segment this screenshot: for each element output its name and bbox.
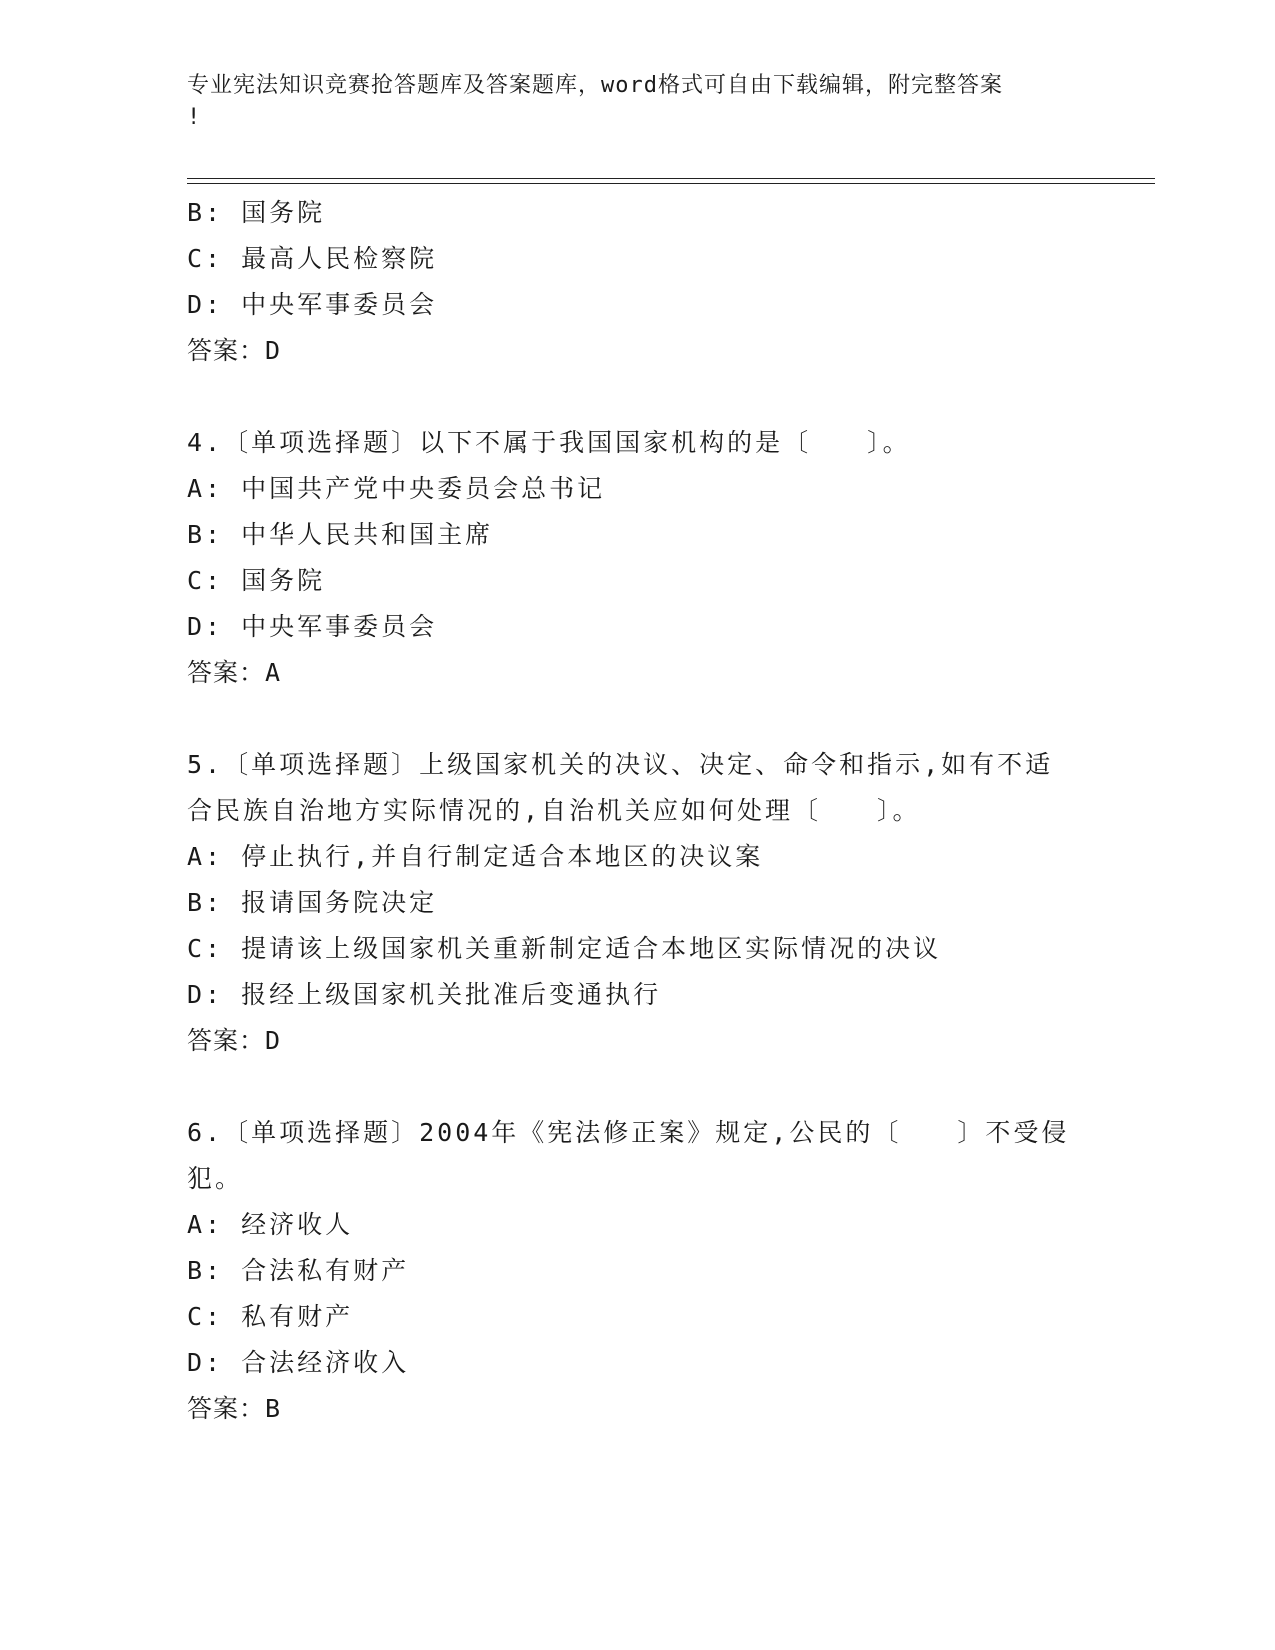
option-d: D: 中央军事委员会 <box>187 612 438 641</box>
question-list <box>187 190 1087 1432</box>
option-c: C: 提请该上级国家机关重新制定适合本地区实际情况的决议 <box>187 934 942 963</box>
header-divider-bottom <box>187 183 1155 184</box>
document-header <box>187 70 1087 134</box>
question-text-line2: 犯。 <box>187 1164 244 1193</box>
option-c: C: 最高人民检察院 <box>187 244 438 273</box>
option-d: D: 中央军事委员会 <box>187 290 438 319</box>
option-c: C: 国务院 <box>187 566 326 595</box>
option-d: D: 合法经济收入 <box>187 1348 410 1377</box>
spacer <box>187 696 1087 742</box>
option-d: D: 报经上级国家机关批准后变通执行 <box>187 980 662 1009</box>
header-title-line1: 专业宪法知识竞赛抢答题库及答案题库，word格式可自由下载编辑，附完整答案 <box>187 73 1003 98</box>
spacer <box>187 1064 1087 1110</box>
option-b: B: 报请国务院决定 <box>187 888 438 917</box>
option-b: B: 国务院 <box>187 198 326 227</box>
question-block-6 <box>187 1110 1087 1432</box>
answer-label: 答案：A <box>187 658 282 687</box>
question-text: 4.〔单项选择题〕以下不属于我国国家机构的是〔 〕。 <box>187 428 911 457</box>
answer-label: 答案：D <box>187 1026 282 1055</box>
header-divider-top <box>187 178 1155 179</box>
question-block-3 <box>187 190 1087 374</box>
option-a: A: 经济收人 <box>187 1210 354 1239</box>
question-text-line1: 5.〔单项选择题〕上级国家机关的决议、决定、命令和指示,如有不适 <box>187 750 1054 779</box>
option-a: A: 中国共产党中央委员会总书记 <box>187 474 606 503</box>
option-a: A: 停止执行,并自行制定适合本地区的决议案 <box>187 842 764 871</box>
header-title-line2: ! <box>187 105 202 130</box>
question-block-4 <box>187 420 1087 696</box>
question-block-5 <box>187 742 1087 1064</box>
question-text-line2: 合民族自治地方实际情况的,自治机关应如何处理〔 〕。 <box>187 796 921 825</box>
option-b: B: 合法私有财产 <box>187 1256 410 1285</box>
question-text-line1: 6.〔单项选择题〕2004年《宪法修正案》规定,公民的〔 〕不受侵 <box>187 1118 1070 1147</box>
option-c: C: 私有财产 <box>187 1302 354 1331</box>
answer-label: 答案：B <box>187 1394 282 1423</box>
option-b: B: 中华人民共和国主席 <box>187 520 494 549</box>
spacer <box>187 374 1087 420</box>
answer-label: 答案：D <box>187 336 282 365</box>
